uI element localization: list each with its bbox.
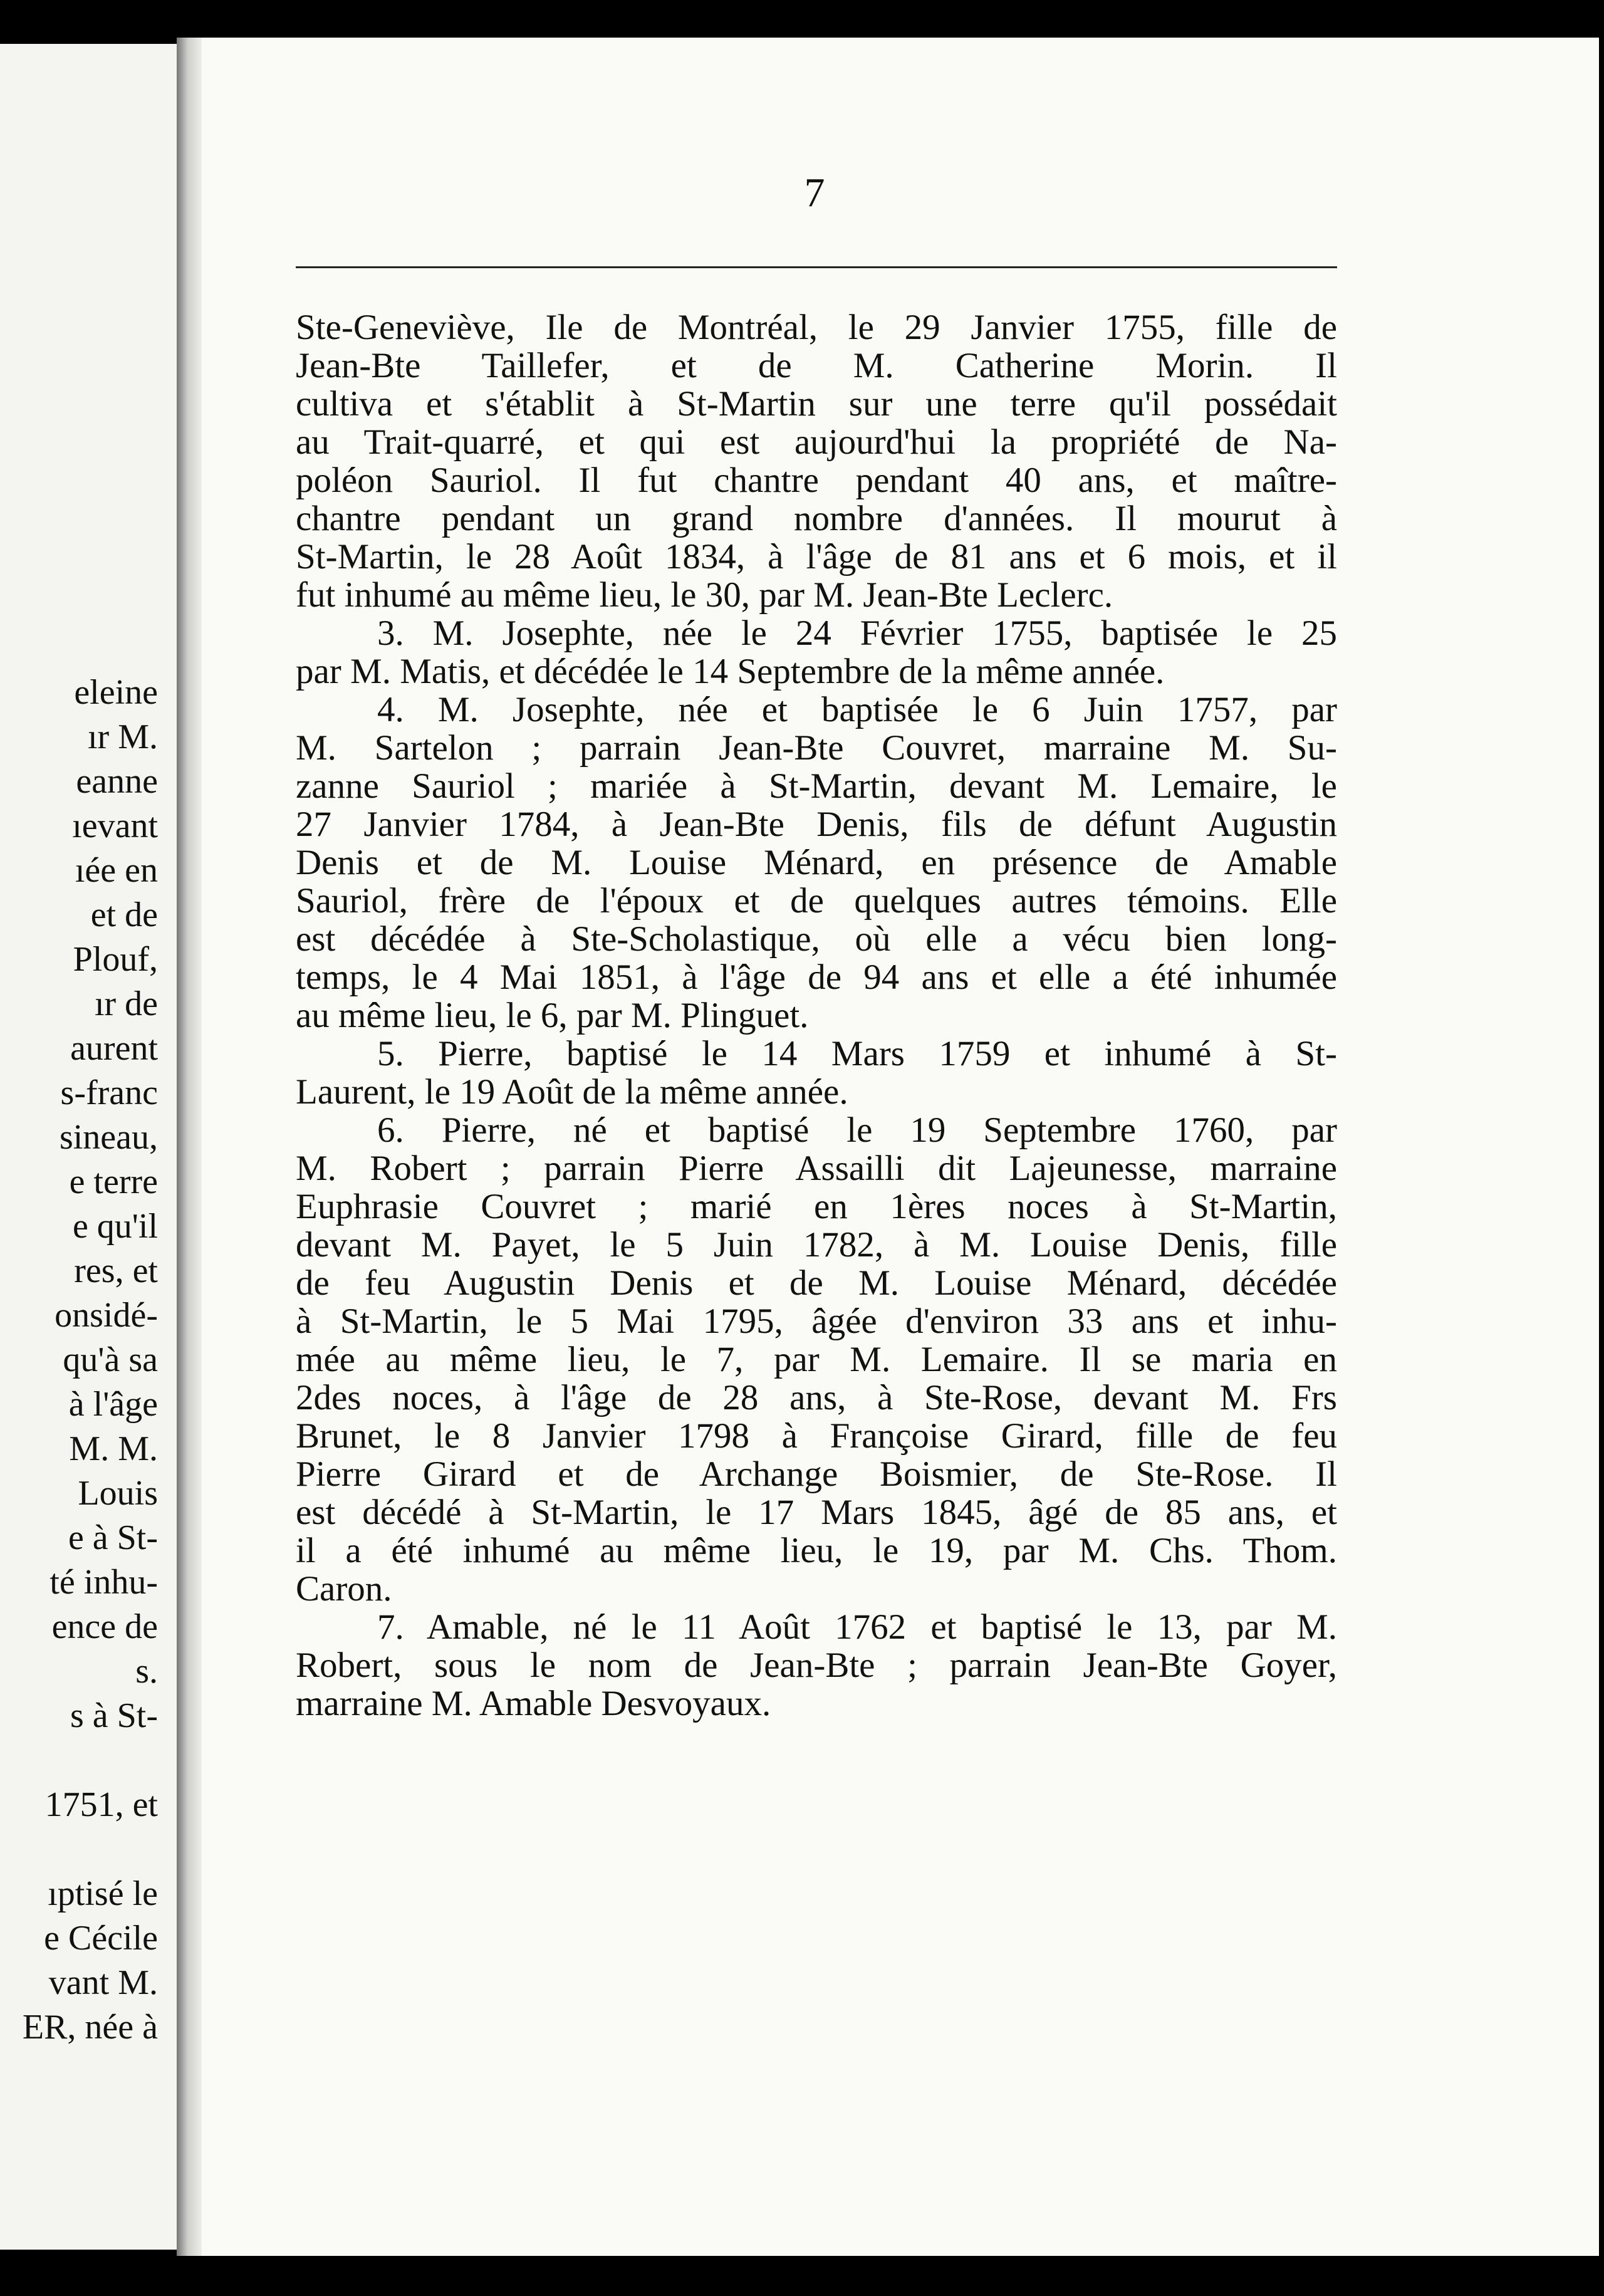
left-page-line: 1751, et <box>44 1785 158 1824</box>
left-page-line: res, et <box>74 1251 158 1290</box>
book-gutter <box>177 38 202 2256</box>
text-line: poléon Sauriol. Il fut chantre pendant 40 ans, et maître- <box>296 461 1337 500</box>
text-line: 6. Pierre, né et baptisé le 19 Septembre 1760, par <box>377 1110 1337 1150</box>
text-line: de feu Augustin Denis et de M. Louise Ménard, décédée <box>296 1263 1337 1303</box>
left-page-line: eanne <box>76 762 158 801</box>
left-page-line: e terre <box>69 1162 158 1201</box>
left-page-line <box>0 1827 177 1872</box>
body-text <box>296 308 1337 1723</box>
text-line: 5. Pierre, baptisé le 14 Mars 1759 et inhumé à St- <box>377 1034 1337 1073</box>
text-line: par M. Matis, et décédée le 14 Septembre de la même année. <box>296 652 1165 691</box>
text-line: fut inhumé au même lieu, le 30, par M. Jean-Bte Leclerc. <box>296 575 1113 615</box>
text-line: Brunet, le 8 Janvier 1798 à Françoise Girard, fille de feu <box>296 1416 1337 1456</box>
scan-edge <box>1599 0 1604 2296</box>
text-line: Sauriol, frère de l'époux et de quelques autres témoins. Elle <box>296 881 1337 921</box>
left-page-line: s. <box>135 1652 158 1691</box>
left-page-line: ıevant <box>72 806 158 845</box>
left-page-line <box>0 1738 177 1783</box>
text-line: 27 Janvier 1784, à Jean-Bte Denis, fils de défunt Augustin <box>296 805 1337 844</box>
left-page-line: onsidé- <box>55 1296 158 1335</box>
left-page-line: ıée en <box>75 851 158 890</box>
left-page-line: eleine <box>74 673 158 712</box>
text-line: Caron. <box>296 1569 392 1609</box>
text-line: Ste-Geneviève, Ile de Montréal, le 29 Janvier 1755, fille de <box>296 308 1337 347</box>
text-line: devant M. Payet, le 5 Juin 1782, à M. Louise Denis, fille <box>296 1225 1337 1265</box>
text-line: Jean-Bte Taillefer, et de M. Catherine Morin. Il <box>296 346 1337 385</box>
text-line: cultiva et s'établit à St-Martin sur une terre qu'il possédait <box>296 384 1337 424</box>
text-line: Robert, sous le nom de Jean-Bte ; parrain Jean-Bte Goyer, <box>296 1646 1337 1685</box>
left-page-line: té inhu- <box>49 1563 158 1602</box>
left-page-line: e qu'il <box>72 1207 158 1246</box>
text-line: mée au même lieu, le 7, par M. Lemaire. Il se maria en <box>296 1340 1337 1379</box>
text-line: Pierre Girard et de Archange Boismier, de Ste-Rose. Il <box>296 1454 1337 1494</box>
left-page-line: s-franc <box>60 1073 158 1112</box>
left-page-line: et de <box>90 895 158 934</box>
text-line: 3. M. Josephte, née le 24 Février 1755, baptisée le 25 <box>377 613 1337 653</box>
left-page-line: ence de <box>51 1607 158 1646</box>
left-page-line: s à St- <box>70 1696 158 1735</box>
text-line: temps, le 4 Mai 1851, à l'âge de 94 ans et elle a été inhumée <box>296 958 1337 997</box>
text-line: est décédée à Ste-Scholastique, où elle a vécu bien long- <box>296 919 1337 959</box>
left-page-line: ır M. <box>88 718 158 756</box>
text-line: au même lieu, le 6, par M. Plinguet. <box>296 996 809 1035</box>
text-line: chantre pendant un grand nombre d'années. Il mourut à <box>296 499 1337 538</box>
left-page-line: M. M. <box>69 1429 158 1468</box>
text-line: marraine M. Amable Desvoyaux. <box>296 1684 771 1723</box>
text-line: M. Robert ; parrain Pierre Assailli dit Lajeunesse, marraine <box>296 1149 1337 1188</box>
left-page-text <box>0 671 177 2050</box>
left-page-line: à l'âge <box>68 1385 158 1424</box>
text-line: zanne Sauriol ; mariée à St-Martin, devant M. Lemaire, le <box>296 766 1337 806</box>
text-line: 4. M. Josephte, née et baptisée le 6 Juin 1757, par <box>377 690 1337 729</box>
text-line: Denis et de M. Louise Ménard, en présence de Amable <box>296 843 1337 882</box>
left-page-line: vant M. <box>48 1963 158 2002</box>
left-page-line: Plouf, <box>73 940 158 979</box>
left-page-line: ır de <box>94 984 158 1023</box>
text-line: Laurent, le 19 Août de la même année. <box>296 1072 848 1112</box>
left-page-line: aurent <box>70 1029 158 1068</box>
text-line: M. Sartelon ; parrain Jean-Bte Couvret, marraine M. Su- <box>296 728 1337 768</box>
text-line: 2des noces, à l'âge de 28 ans, à Ste-Rose, devant M. Frs <box>296 1378 1337 1417</box>
text-line: Euphrasie Couvret ; marié en 1ères noces à St-Martin, <box>296 1187 1337 1226</box>
left-page-line: ER, née à <box>22 2008 158 2047</box>
text-line: au Trait-quarré, et qui est aujourd'hui la propriété de Na- <box>296 422 1337 462</box>
text-line: St-Martin, le 28 Août 1834, à l'âge de 81 ans et 6 mois, et il <box>296 537 1337 577</box>
left-page-line: Louis <box>78 1474 158 1513</box>
text-line: est décédé à St-Martin, le 17 Mars 1845, âgé de 85 ans, et <box>296 1493 1337 1532</box>
left-page-line: e Cécile <box>44 1919 158 1958</box>
page-number: 7 <box>804 170 825 216</box>
text-line: à St-Martin, le 5 Mai 1795, âgée d'environ 33 ans et inhu- <box>296 1302 1337 1341</box>
text-line: 7. Amable, né le 11 Août 1762 et baptisé le 13, par M. <box>377 1607 1337 1647</box>
left-page <box>0 44 177 2250</box>
left-page-line: ıptisé le <box>48 1874 158 1913</box>
left-page-line: sineau, <box>59 1118 158 1157</box>
left-page-line: e à St- <box>68 1518 158 1557</box>
header-rule <box>296 266 1337 268</box>
text-line: il a été inhumé au même lieu, le 19, par M. Chs. Thom. <box>296 1531 1337 1570</box>
left-page-line: qu'à sa <box>63 1340 158 1379</box>
